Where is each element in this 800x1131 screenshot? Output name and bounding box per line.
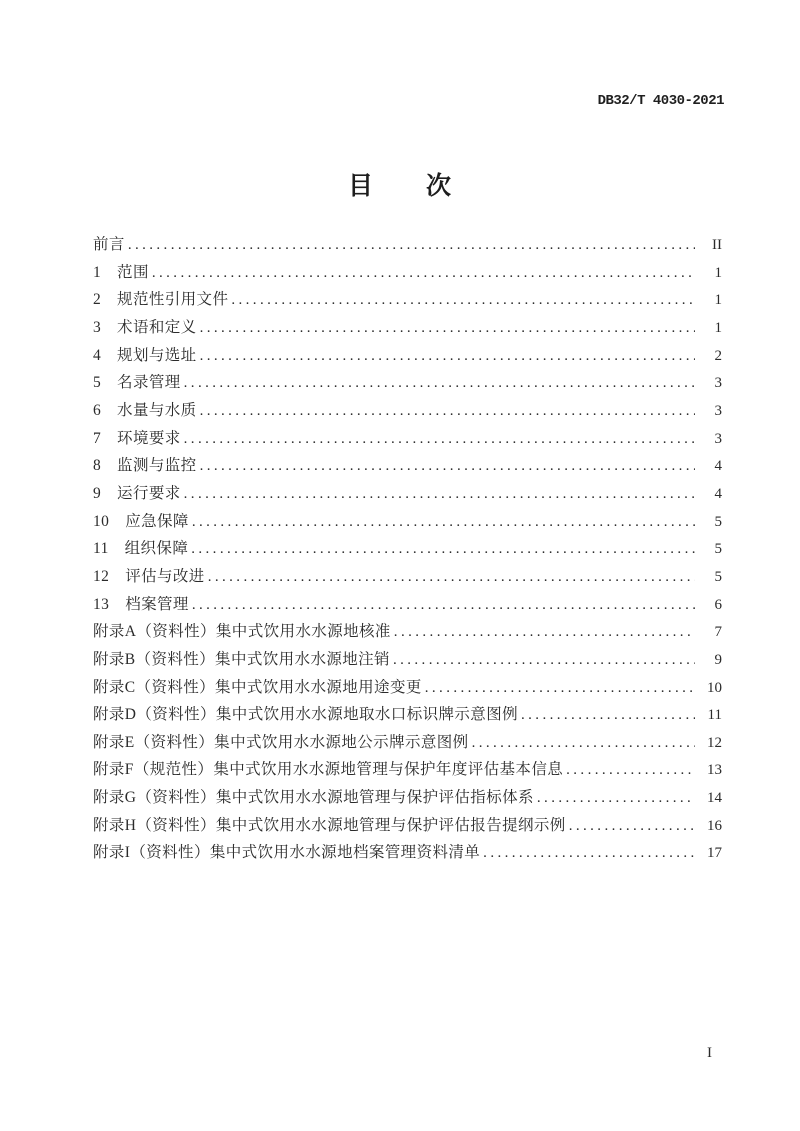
toc-entry: [93, 397, 722, 425]
toc-entry: [93, 535, 722, 563]
toc-entry-label: 附录C（资料性）集中式饮用水水源地用途变更: [93, 678, 422, 696]
toc-entry: [93, 674, 722, 702]
toc-dot-leader: [200, 457, 695, 475]
toc-dot-leader: [200, 319, 695, 337]
toc-dot-leader: [231, 291, 695, 309]
toc-dot-leader: [483, 844, 695, 862]
toc-entry-page: 14: [707, 790, 722, 807]
toc-entry: [93, 784, 722, 812]
toc-dot-leader: [128, 236, 695, 254]
toc-entry: [93, 452, 722, 480]
toc-entry-page: 13: [707, 762, 722, 779]
toc-entry-page: 16: [707, 817, 722, 834]
toc-entry: [93, 756, 722, 784]
toc-entry-label: 13 档案管理: [93, 595, 189, 613]
toc-entry-page: 11: [707, 707, 722, 724]
toc-dot-leader: [472, 734, 695, 752]
toc-entry: [93, 618, 722, 646]
toc-entry-label: 附录B（资料性）集中式饮用水水源地注销: [93, 650, 390, 668]
toc-entry: [93, 314, 722, 342]
toc-dot-leader: [191, 540, 695, 558]
toc-entry-label: 12 评估与改进: [93, 567, 205, 585]
toc-entry-label: 附录E（资料性）集中式饮用水水源地公示牌示意图例: [93, 733, 469, 751]
toc-dot-leader: [184, 485, 695, 503]
toc-entry-label: 9 运行要求: [93, 484, 181, 502]
toc-entry-page: 3: [714, 375, 722, 392]
toc-dot-leader: [152, 264, 695, 282]
toc-dot-leader: [192, 513, 695, 531]
toc-entry: [93, 701, 722, 729]
toc-entry-label: 附录A（资料性）集中式饮用水水源地核准: [93, 623, 391, 641]
toc-entry-label: 8 监测与监控: [93, 457, 197, 475]
toc-entry-label: 3 术语和定义: [93, 318, 197, 336]
toc-dot-leader: [200, 402, 695, 420]
toc-entry: [93, 286, 722, 314]
toc-entry-label: 附录I（资料性）集中式饮用水水源地档案管理资料清单: [93, 844, 481, 862]
toc-entry-label: 附录D（资料性）集中式饮用水水源地取水口标识牌示意图例: [93, 706, 518, 724]
toc-entry: [93, 342, 722, 370]
toc-entry-page: 12: [707, 734, 722, 751]
toc-entry-page: 10: [707, 679, 722, 696]
toc-entry: [93, 231, 722, 259]
toc-entry: [93, 591, 722, 619]
toc-dot-leader: [184, 374, 695, 392]
toc-dot-leader: [569, 817, 695, 835]
standard-code: DB32/T 4030-2021: [597, 93, 724, 109]
toc-entry-page: 4: [714, 458, 722, 475]
table-of-contents: [93, 231, 722, 867]
toc-entry-label: 4 规划与选址: [93, 346, 197, 364]
toc-entry-label: 5 名录管理: [93, 374, 181, 392]
toc-entry-label: 前言: [93, 236, 125, 253]
toc-entry-label: 6 水量与水质: [93, 401, 197, 419]
toc-entry-page: 1: [714, 292, 722, 309]
toc-entry: [93, 369, 722, 397]
toc-dot-leader: [208, 568, 695, 586]
toc-entry-page: 6: [714, 596, 722, 613]
toc-entry-page: 5: [714, 568, 722, 585]
toc-entry: [93, 839, 722, 867]
toc-dot-leader: [192, 596, 695, 614]
toc-entry: [93, 259, 722, 287]
toc-entry-page: 5: [714, 513, 722, 530]
toc-entry-page: 3: [714, 402, 722, 419]
toc-entry: [93, 508, 722, 536]
toc-entry-page: 4: [714, 485, 722, 502]
toc-entry-label: 1 范围: [93, 263, 149, 281]
toc-dot-leader: [200, 347, 695, 365]
toc-entry-page: 2: [714, 347, 722, 364]
toc-entry-label: 附录G（资料性）集中式饮用水水源地管理与保护评估指标体系: [93, 789, 534, 807]
toc-entry: [93, 646, 722, 674]
toc-dot-leader: [537, 789, 695, 807]
toc-entry-label: 2 规范性引用文件: [93, 291, 229, 309]
toc-entry-page: 1: [714, 319, 722, 336]
toc-entry-label: 11 组织保障: [93, 540, 189, 558]
toc-entry-page: 1: [714, 264, 722, 281]
toc-entry: [93, 729, 722, 757]
toc-entry: [93, 425, 722, 453]
footer-page-number: I: [707, 1045, 712, 1061]
toc-entry-label: 附录F（规范性）集中式饮用水水源地管理与保护年度评估基本信息: [93, 761, 564, 779]
toc-dot-leader: [393, 651, 695, 669]
toc-entry-page: 17: [707, 845, 722, 862]
toc-entry-label: 附录H（资料性）集中式饮用水水源地管理与保护评估报告提纲示例: [93, 816, 566, 834]
toc-entry-label: 7 环境要求: [93, 429, 181, 447]
toc-entry: [93, 812, 722, 840]
toc-entry: [93, 480, 722, 508]
page-title: 目 次: [347, 172, 452, 200]
toc-entry-page: 5: [714, 541, 722, 558]
toc-dot-leader: [425, 679, 695, 697]
toc-entry: [93, 563, 722, 591]
toc-entry-page: 3: [714, 430, 722, 447]
toc-entry-label: 10 应急保障: [93, 512, 189, 530]
toc-entry-page: 9: [714, 651, 722, 668]
toc-dot-leader: [566, 761, 695, 779]
toc-dot-leader: [521, 706, 695, 724]
toc-entry-page: II: [712, 237, 722, 253]
toc-entry-page: 7: [714, 624, 722, 641]
toc-dot-leader: [394, 623, 695, 641]
toc-dot-leader: [184, 430, 695, 448]
